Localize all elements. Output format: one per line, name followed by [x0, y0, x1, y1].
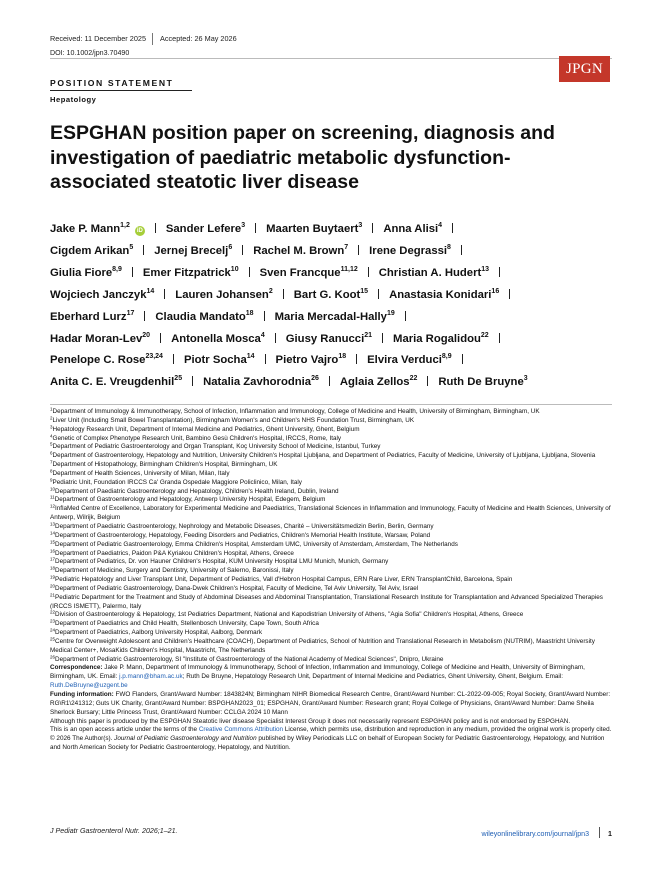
divider — [599, 827, 600, 838]
affiliation-item — [50, 417, 612, 426]
affiliation-item — [50, 629, 612, 638]
author-name-text: Maria Mercadal-Hally — [274, 310, 387, 323]
affiliation-number: 18 — [50, 565, 56, 571]
author-name[interactable] — [184, 354, 255, 366]
author-row — [50, 350, 614, 372]
author-name-text: Anita C. E. Vreugdenhil — [50, 376, 175, 389]
footer-right — [482, 827, 612, 838]
funding-text: FWO Flanders, Grant/Award Number: 1843824N; Birmingham NIHR Biomedical Research Centre, Grant/Award Number: CL-2022-09-005; Royal Society, Grant/Award Number: RG\R1\241312; Guts UK Charity, Grant/Award Number: BSPGHAN2023_01; ESPGHAN, Grant/Award Number: Research grant; Royal College of Physicians, Grant/Award Number: Dame Sheila Sherlock Bursary; Little Princess Trust, Grant/Award Number: CCLGA 2024 10 Mann — [50, 691, 611, 716]
affiliation-superscript: 1,2 — [120, 222, 130, 229]
affiliation-number: 21 — [50, 592, 56, 598]
author-name-text: Sven Francque — [259, 266, 341, 279]
author-name-text: Pietro Vajro — [275, 354, 339, 367]
author-name-text: Anastasia Konidari — [389, 288, 492, 301]
affiliation-superscript: 8,9 — [112, 265, 122, 273]
affiliation-superscript: 22 — [409, 375, 418, 383]
affiliation-superscript: 16 — [491, 287, 500, 295]
copyright-statement — [50, 735, 612, 753]
author-name[interactable] — [154, 245, 232, 257]
affiliation-superscript: 26 — [311, 375, 319, 383]
author-separator — [405, 311, 406, 321]
affiliation-text: Department of Pediatric Gastroenterology, Dana-Dwek Children's Hospital, Faculty of Medicine, Tel Aviv University, Tel Aviv, Israel — [55, 584, 419, 592]
author-name[interactable] — [50, 267, 122, 279]
affiliation-superscript: 3 — [523, 375, 528, 383]
affiliation-number: 25 — [50, 636, 56, 642]
affiliation-superscript: 7 — [344, 243, 349, 251]
affiliation-text: Department of Pediatric Gastroenterology and Organ Transplant, Koç University School of Medicine, Istanbul, Turkey — [52, 443, 381, 451]
affiliation-item — [50, 620, 612, 629]
author-name[interactable] — [369, 245, 451, 257]
affiliation-text: Department of Paediatrics, Paidon P&A Kyriakou Children's Hospital, Athens, Greece — [55, 549, 294, 557]
author-name-text: Anna Alisi — [383, 223, 439, 235]
affiliation-text: Department of Gastroenterology and Hepatology, Antwerp University Hospital, Edegem, Belgium — [54, 496, 326, 504]
author-separator — [264, 311, 265, 321]
affiliation-number: 4 — [50, 433, 53, 439]
affiliation-number: 5 — [50, 441, 53, 447]
affiliation-item — [50, 638, 612, 656]
author-name[interactable] — [389, 289, 499, 301]
author-separator — [192, 376, 193, 386]
affiliation-item — [50, 496, 612, 505]
affiliation-item — [50, 567, 612, 576]
affiliation-item — [50, 594, 612, 612]
author-separator — [255, 223, 256, 233]
affiliation-item — [50, 656, 612, 665]
affiliation-item — [50, 461, 612, 470]
affiliation-item — [50, 479, 612, 488]
author-row — [50, 307, 614, 329]
author-separator — [427, 376, 428, 386]
affiliation-item — [50, 452, 612, 461]
affiliation-text: Department of Gastroenterology, Hepatology and Nutrition, University Children's Hospital Ljubljana, and Department of Pediatrics, Faculty of Medicine, University of Ljubljana, Ljubljana, Slovenia — [52, 452, 596, 460]
citation: J Pediatr Gastroenterol Nutr. 2026;1–21. — [50, 827, 178, 835]
divider — [50, 404, 612, 405]
license-link[interactable]: Creative Commons Attribution — [198, 726, 284, 734]
author-name-text: Antonella Mosca — [171, 332, 261, 345]
affiliation-superscript: 4 — [260, 331, 265, 339]
affiliation-item — [50, 408, 612, 417]
author-name[interactable] — [276, 354, 347, 366]
funding-information — [50, 691, 612, 718]
affiliation-item — [50, 576, 612, 585]
affiliation-text: Genetic of Complex Phenotype Research Unit, Bambino Gesù Children's Hospital, IRCCS, Rome, Italy — [52, 434, 342, 442]
author-name[interactable] — [203, 376, 319, 388]
affiliation-number: 7 — [50, 459, 53, 465]
affiliation-item — [50, 443, 612, 452]
author-name[interactable] — [383, 223, 442, 235]
affiliation-superscript: 3 — [358, 222, 363, 229]
article-title: ESPGHAN position paper on screening, diagnosis and investigation of paediatric metabolic dysfunction-associated steatotic liver disease — [50, 122, 555, 193]
affiliation-text: Department of Immunology & Immunotherapy, School of Infection, Inflammation and Immunology, College of Medicine and Health, University of Birmingham, Birmingham, UK — [52, 408, 540, 415]
affiliation-text: Department of Gastroenterology, Hepatology, Feeding Disorders and Pediatrics, Children's Memorial Health Institute, Warsaw, Poland — [55, 531, 431, 539]
affiliation-superscript: 2 — [268, 287, 273, 295]
author-name-text: Emer Fitzpatrick — [142, 266, 231, 279]
affiliation-superscript: 18 — [338, 353, 347, 361]
author-name[interactable] — [50, 245, 133, 257]
author-name[interactable] — [166, 223, 245, 235]
affiliation-superscript: 6 — [228, 243, 233, 251]
affiliation-text: Department of Pediatric Gastroenterology, SI "Institute of Gastroenterology of the National Academy of Medical Sciences", Dnipro, Ukraine — [55, 655, 444, 663]
author-name[interactable] — [50, 354, 163, 366]
author-name-text: Lauren Johansen — [175, 288, 269, 301]
author-name[interactable] — [393, 333, 489, 345]
affiliation-item — [50, 505, 612, 523]
copyright-text: © 2026 The Author(s). — [50, 735, 115, 743]
author-name[interactable] — [340, 376, 417, 388]
accepted-date: Accepted: 26 May 2026 — [160, 33, 237, 43]
author-name-text: Jake P. Mann — [50, 223, 121, 235]
author-name[interactable] — [438, 376, 527, 388]
correspondence-text: ; Ruth De Bruyne, Hepatology Research Unit, Department of Internal Medicine and Pediatrics, Ghent University, Ghent, Belgium. Email: — [182, 673, 564, 681]
author-name-text: Natalia Zavhorodnia — [203, 376, 312, 389]
affiliation-item — [50, 470, 612, 479]
author-name[interactable] — [379, 267, 489, 279]
email-link[interactable]: Ruth.DeBruyne@uzgent.be — [50, 682, 128, 690]
journal-url-link[interactable]: wileyonlinelibrary.com/journal/jpn3 — [481, 830, 590, 838]
affiliation-text: Department of Histopathology, Birmingham Children's Hospital, Birmingham, UK — [52, 461, 278, 469]
author-name-text: Ruth De Bruyne — [438, 376, 524, 389]
affiliation-number: 15 — [50, 539, 56, 545]
affiliation-text: Department of Pediatrics, Dr. von Hauner Children's Hospital, KUM University Hospital LMU Munich, Munich, Germany — [55, 558, 389, 566]
license-text: License, which permits use, distribution and reproduction in any medium, provided the original work is properly cited. — [283, 726, 612, 734]
license-text: This is an open access article under the terms of the — [50, 726, 199, 734]
divider — [152, 33, 153, 45]
author-separator — [356, 354, 357, 364]
author-name[interactable] — [155, 311, 253, 323]
affiliation-item — [50, 532, 612, 541]
affiliation-superscript: 22 — [480, 331, 489, 339]
author-separator — [509, 289, 510, 299]
affiliation-item — [50, 585, 612, 594]
license-statement — [50, 726, 612, 735]
author-row — [50, 372, 614, 394]
author-row — [50, 219, 614, 241]
affiliation-number: 20 — [50, 583, 56, 589]
journal-logo[interactable]: JPGN — [559, 56, 610, 82]
author-name[interactable] — [260, 267, 358, 279]
affiliation-superscript: 14 — [246, 353, 255, 361]
affiliation-number: 10 — [50, 486, 56, 492]
author-name-text: Aglaia Zellos — [339, 376, 410, 389]
author-name-text: Eberhard Lurz — [50, 310, 127, 323]
affiliation-text: Centre for Overweight Adolescent and Children's Healthcare (COACH), Department of Pediatrics, School of Nutrition and Translational Research in Metabolism (NUTRIM), Maastricht University Medical Center+, MosaKids Children's Hospital, Maastricht, The Netherlands — [50, 637, 595, 654]
author-separator — [144, 311, 145, 321]
affiliation-item — [50, 523, 612, 532]
article-dates — [50, 33, 237, 45]
author-separator — [249, 267, 250, 277]
author-name[interactable] — [143, 267, 239, 279]
author-name[interactable] — [175, 289, 272, 301]
affiliation-superscript: 5 — [129, 243, 134, 251]
affiliation-superscript: 8,9 — [441, 353, 452, 361]
affiliation-number: 22 — [50, 609, 56, 615]
author-name[interactable] — [266, 223, 362, 235]
affiliation-superscript: 14 — [146, 287, 155, 295]
author-name-text: Irene Degrassi — [369, 244, 448, 257]
author-separator — [265, 354, 266, 364]
affiliation-text: Department of Paediatric Gastroenterology, Nephrology and Metabolic Diseases, Charité – Universitätsmedizin Berlin, Berlin, Germany — [55, 522, 434, 530]
author-row — [50, 241, 614, 263]
author-name-text: Sander Lefere — [165, 223, 242, 235]
orcid-icon[interactable]: iD — [136, 228, 143, 234]
author-separator — [155, 223, 156, 233]
divider — [50, 58, 612, 59]
author-separator — [283, 289, 284, 299]
author-row — [50, 263, 614, 285]
author-separator — [462, 354, 463, 364]
affiliation-superscript: 8 — [447, 243, 451, 251]
affiliation-number: 19 — [50, 574, 56, 580]
affiliation-text: Department of Paediatrics and Child Health, Stellenbosch University, Cape Town, South Africa — [55, 620, 319, 628]
author-separator — [173, 354, 174, 364]
author-separator — [382, 333, 383, 343]
article-type: POSITION STATEMENT — [50, 78, 174, 88]
article-subject: Hepatology — [50, 95, 97, 104]
affiliation-number: 13 — [50, 521, 56, 527]
author-name[interactable] — [294, 289, 368, 301]
author-name-text: Claudia Mandato — [155, 310, 246, 323]
author-name[interactable] — [50, 376, 182, 388]
author-name[interactable] — [367, 354, 451, 366]
affiliation-number: 9 — [50, 477, 53, 483]
affiliation-superscript: 13 — [481, 265, 490, 273]
author-separator — [329, 376, 330, 386]
affiliation-text: Department of Medicine, Surgery and Dentistry, University of Salerno, Baronissi, Italy — [55, 567, 294, 575]
author-name[interactable] — [286, 333, 372, 345]
author-name[interactable] — [171, 333, 265, 345]
author-row — [50, 329, 614, 351]
author-name-text: Maria Rogalidou — [393, 332, 481, 345]
divider — [50, 90, 192, 91]
author-name-text: Giulia Fiore — [50, 266, 113, 279]
email-link[interactable]: j.p.mann@bham.ac.uk — [119, 673, 183, 681]
author-name-text: Piotr Socha — [183, 354, 247, 367]
author-separator — [499, 267, 500, 277]
journal-name: Journal of Pediatric Gastroenterology and Nutrition — [114, 735, 257, 743]
affiliation-number: 11 — [50, 494, 55, 500]
affiliation-list — [50, 408, 612, 664]
affiliation-superscript: 18 — [245, 309, 254, 317]
author-separator — [164, 289, 165, 299]
author-name-text: Maarten Buytaert — [266, 223, 359, 235]
affiliation-superscript: 21 — [364, 331, 373, 339]
author-row — [50, 285, 614, 307]
author-name[interactable] — [50, 311, 134, 323]
affiliations-block — [50, 408, 612, 753]
affiliation-superscript: 19 — [386, 309, 395, 317]
author-separator — [378, 289, 379, 299]
author-name[interactable] — [50, 333, 150, 345]
correspondence-label: Correspondence: — [50, 664, 103, 672]
affiliation-text: Division of Gastroenterology & Hepatology, 1st Pediatrics Department, National and Kapodistrian University of Athens, "Agia Sofia" Children's Hospital, Athens, Greece — [55, 611, 524, 619]
affiliation-number: 3 — [50, 424, 53, 430]
affiliation-superscript: 20 — [142, 331, 151, 339]
author-name[interactable] — [253, 245, 348, 257]
affiliation-number: 6 — [50, 450, 53, 456]
affiliation-superscript: 10 — [230, 265, 239, 273]
affiliation-superscript: 11,12 — [340, 265, 358, 273]
affiliation-superscript: 17 — [126, 309, 135, 317]
author-name-text: Elvira Verduci — [367, 354, 442, 367]
disclaimer: Although this paper is produced by the ESPGHAN Steatotic liver disease Specialist Interest Group it does not necessarily represent ESPGHAN policy and is not endorsed by ESPGHAN. — [50, 717, 571, 725]
affiliation-text: Department of Paediatrics, Aalborg University Hospital, Aalborg, Denmark — [55, 629, 262, 637]
affiliation-text: Pediatric Department for the Treatment and Study of Abdominal Diseases and Abdominal Transplantation, Translational Research Institute for Transplantation and Advanced Specialized Therapies (IRCCS ISMETT), Palermo, Italy — [50, 593, 603, 610]
affiliation-number: 24 — [50, 627, 56, 633]
author-separator — [132, 267, 133, 277]
doi[interactable]: DOI: 10.1002/jpn3.70490 — [50, 49, 130, 57]
correspondence — [50, 664, 612, 691]
received-date: Received: 11 December 2025 — [50, 33, 146, 43]
author-separator — [372, 223, 373, 233]
affiliation-number: 1 — [50, 406, 53, 412]
author-name-text: Penelope C. Rose — [50, 354, 146, 367]
funding-label: Funding information: — [50, 691, 114, 698]
affiliation-text: Liver Unit (Including Small Bowel Transplantation), Birmingham Women's and Children's NHS Foundation Trust, Birmingham, UK — [52, 416, 415, 424]
affiliation-text: Pediatric Unit, Foundation IRCCS Ca' Granda Ospedale Maggiore Policlinico, Milan, Italy — [52, 478, 302, 486]
affiliation-text: Department of Paediatric Gastroenterology and Hepatology, Children's Health Ireland, Dublin, Ireland — [55, 487, 339, 495]
author-separator — [160, 333, 161, 343]
affiliation-text: InflaMed Centre of Excellence, Laboratory for Experimental Medicine and Paediatrics, Translational Sciences in Inflammation and Immunology, Faculty of Medicine and Health Sciences, University of Antwerp, Wilrijk, Belgium — [50, 505, 611, 522]
affiliation-number: 26 — [50, 654, 56, 660]
affiliation-item — [50, 611, 612, 620]
author-separator — [275, 333, 276, 343]
author-name-text: Hadar Moran-Lev — [50, 332, 143, 345]
affiliation-superscript: 23,24 — [145, 353, 163, 361]
affiliation-number: 14 — [50, 530, 56, 536]
author-name[interactable] — [275, 311, 395, 323]
copyright-text: published by Wiley Periodicals LLC on behalf of European Society for Pediatric Gastroenterology, Hepatology, and Nutrition and North American Society for Pediatric Gastroenterology, Hepatology, and Nutrition. — [50, 735, 605, 752]
affiliation-text: Pediatric Hepatology and Liver Transplant Unit, Department of Pediatrics, Vall d'Hebron Hospital Campus, ERN Rare Liver, ERN TransplantChild, Barcelona, Spain — [55, 576, 513, 584]
author-separator — [358, 245, 359, 255]
author-name-text: Giusy Ranucci — [285, 332, 365, 345]
affiliation-number: 23 — [50, 618, 56, 624]
affiliation-text: Department of Health Sciences, University of Milan, Milan, Italy — [52, 469, 230, 477]
affiliation-superscript: 4 — [438, 222, 443, 229]
affiliation-number: 8 — [50, 468, 53, 474]
page-number: 1 — [608, 830, 612, 838]
author-name-text: Cigdem Arikan — [50, 244, 130, 257]
affiliation-number: 17 — [50, 556, 56, 562]
affiliation-text: Hepatology Research Unit, Department of Internal Medicine and Pediatrics, Ghent University, Ghent, Belgium — [52, 425, 360, 433]
affiliation-superscript: 3 — [241, 222, 246, 229]
author-separator — [452, 223, 453, 233]
affiliation-item — [50, 558, 612, 567]
author-separator — [461, 245, 462, 255]
affiliation-number: 12 — [50, 503, 56, 509]
author-name[interactable] — [50, 223, 145, 235]
author-separator — [143, 245, 144, 255]
author-name-text: Rachel M. Brown — [253, 244, 345, 257]
author-name-text: Jernej Brecelj — [154, 244, 229, 257]
author-separator — [499, 333, 500, 343]
author-name[interactable] — [50, 289, 154, 301]
affiliation-item — [50, 541, 612, 550]
author-name-text: Christian A. Hudert — [378, 266, 482, 279]
author-separator — [242, 245, 243, 255]
affiliation-text: Department of Pediatric Gastroenterology, Emma Children's Hospital, Amsterdam UMC, University of Amsterdam, Amsterdam, The Netherlands — [55, 540, 458, 548]
author-separator — [368, 267, 369, 277]
affiliation-number: 2 — [50, 415, 53, 421]
affiliation-number: 16 — [50, 548, 56, 553]
correspondence-text: Jake P. Mann, Department of Immunology & Immunotherapy, School of Infection, Inflammation and Immunology, College of Medicine and Health, University of Birmingham, Birmingham, UK. Email: — [50, 664, 585, 681]
affiliation-superscript: 15 — [360, 287, 369, 295]
author-name-text: Bart G. Koot — [293, 288, 361, 301]
affiliation-superscript: 25 — [174, 375, 183, 383]
affiliation-item — [50, 426, 612, 435]
author-list — [50, 219, 614, 394]
author-name-text: Wojciech Janczyk — [50, 288, 147, 301]
